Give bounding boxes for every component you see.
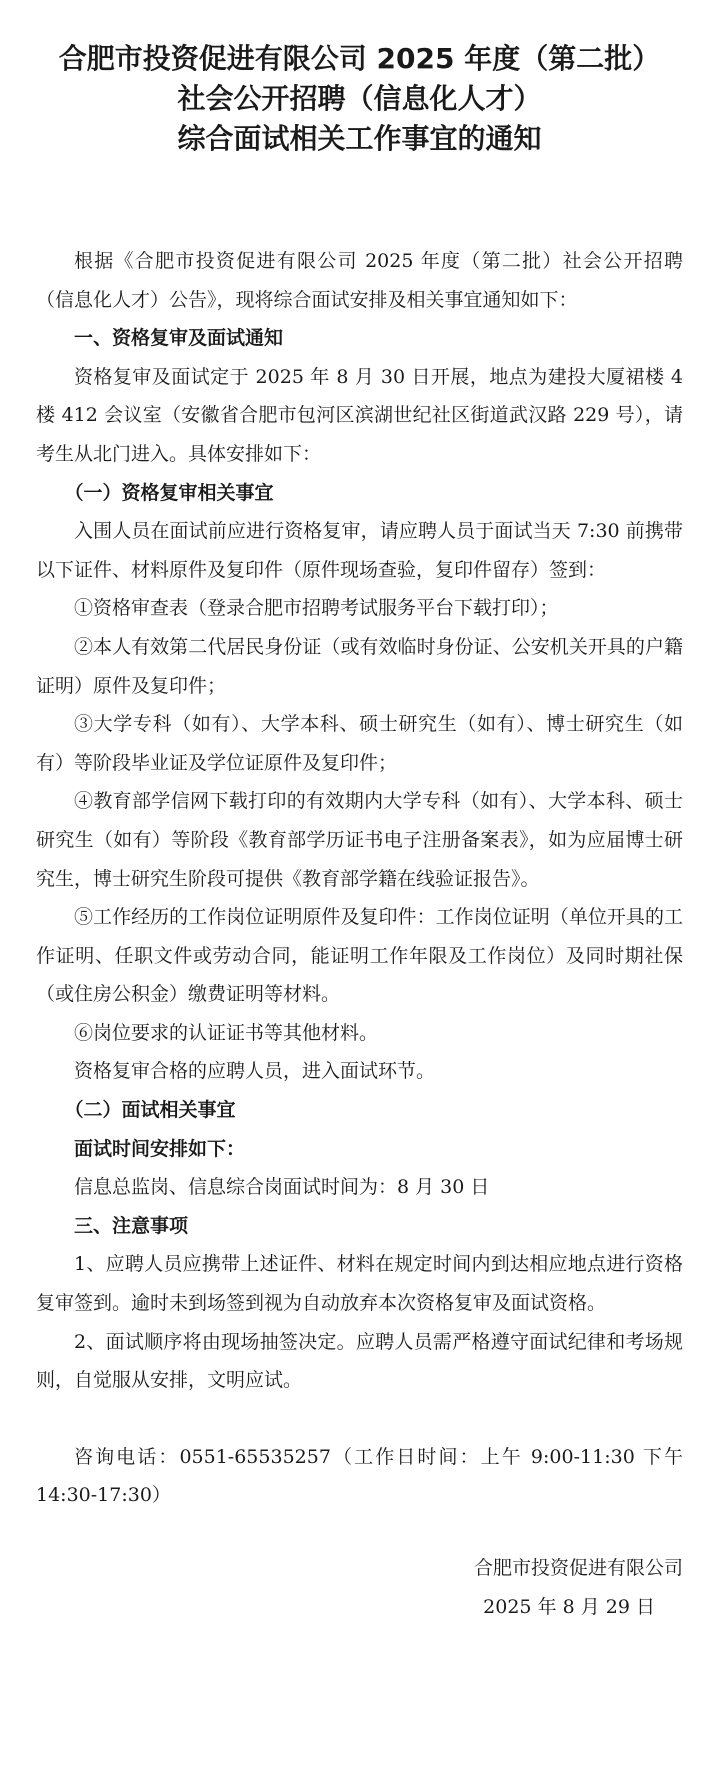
signature-org: 合肥市投资促进有限公司 [473,1557,683,1579]
intro-paragraph: 根据《合肥市投资促进有限公司 2025 年度（第二批）社会公开招聘（信息化人才）公告》，现将综合面试安排及相关事宜通知如下： [36,250,683,311]
material-item-1: ①资格审查表（登录合肥市招聘考试服务平台下载打印）； [74,597,559,620]
document-title [36,0,683,159]
subsection-2-heading: （二）面试相关事宜 [64,1099,236,1122]
subsection-1-heading: （一）资格复审相关事宜 [64,481,274,504]
spacer [36,1400,683,1438]
title-line-2: 社会公开招聘（信息化人才） [177,82,542,115]
material-item-6: ⑥岗位要求的认证证书等其他材料。 [74,1021,379,1044]
schedule-text: 信息总监岗、信息综合岗面试时间为：8 月 30 日 [74,1176,490,1199]
title-line-1: 合肥市投资促进有限公司 2025 年度（第二批） [58,42,661,75]
schedule-heading: 面试时间安排如下： [74,1137,246,1160]
spacer [36,1515,683,1549]
contact-info: 咨询电话：0551-65535257（工作日时间：上午 9:00-11:30 下午 14:30-17:30） [36,1445,683,1507]
section-3-heading: 三、注意事项 [74,1214,189,1237]
signature-date: 2025 年 8 月 29 日 [483,1595,655,1618]
section-1-paragraph: 资格复审及面试定于 2025 年 8 月 30 日开展，地点为建投大厦裙楼 4 楼 412 会议室（安徽省合肥市包河区滨湖世纪社区街道武汉路 229 号），请考生从北门进入。具体安排如下： [36,365,683,465]
document-body [36,242,683,1626]
material-item-3: ③大学专科（如有）、大学本科、硕士研究生（如有）、博士研究生（如有）等阶段毕业证及学位证原件及复印件； [36,713,683,774]
subsection-1-closing: 资格复审合格的应聘人员，进入面试环节。 [74,1060,436,1083]
section-1-heading: 一、资格复审及面试通知 [74,327,284,350]
title-line-3: 综合面试相关工作事宜的通知 [177,122,542,155]
notice-item-2: 2、面试顺序将由现场抽签决定。应聘人员需严格遵守面试纪律和考场规则，自觉服从安排，文明应试。 [36,1330,683,1392]
subsection-1-paragraph: 入围人员在面试前应进行资格复审，请应聘人员于面试当天 7:30 前携带以下证件、材料原件及复印件（原件现场查验，复印件留存）签到： [36,520,683,581]
material-item-4: ④教育部学信网下载打印的有效期内大学专科（如有）、大学本科、硕士研究生（如有）等阶段《教育部学历证书电子注册备案表》，如为应届博士研究生，博士研究生阶段可提供《教育部学籍在线验证报告》。 [36,790,683,890]
material-item-5: ⑤工作经历的工作岗位证明原件及复印件：工作岗位证明（单位开具的工作证明、任职文件或劳动合同，能证明工作年限及工作岗位）及同时期社保（或住房公积金）缴费证明等材料。 [36,906,683,1006]
notice-item-1: 1、应聘人员应携带上述证件、材料在规定时间内到达相应地点进行资格复审签到。逾时未到场签到视为自动放弃本次资格复审及面试资格。 [36,1253,683,1315]
material-item-2: ②本人有效第二代居民身份证（或有效临时身份证、公安机关开具的户籍证明）原件及复印件； [36,635,683,697]
